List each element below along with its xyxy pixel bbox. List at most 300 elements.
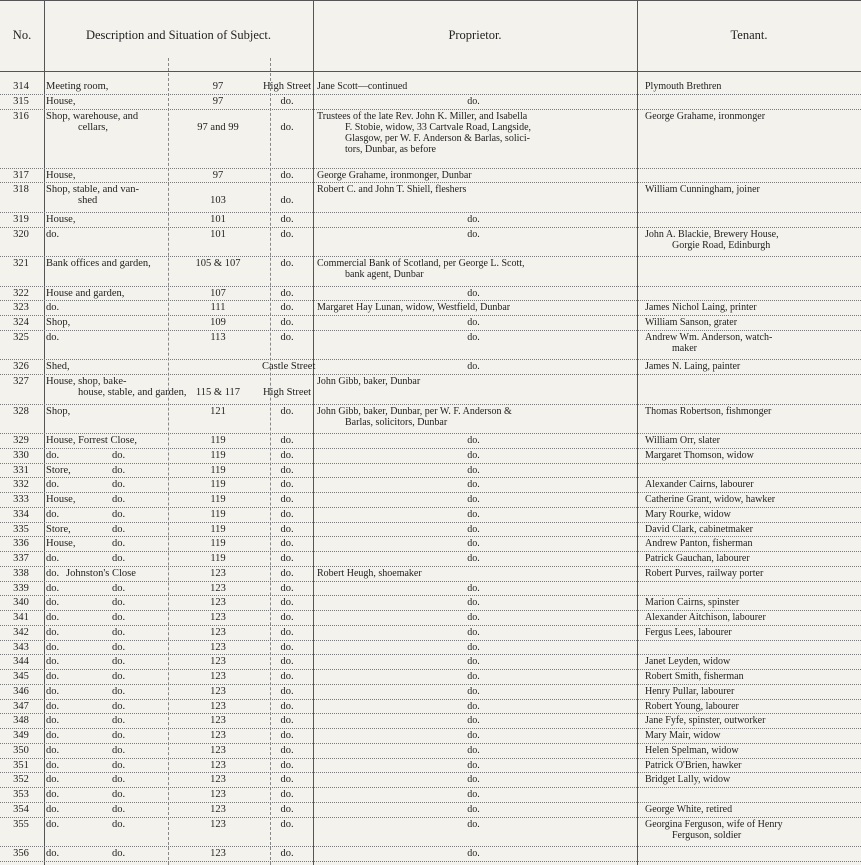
entry-description-close: do. (112, 818, 126, 830)
entry-street: do. (280, 302, 294, 314)
entry-proprietor: Robert C. and John T. Shiell, fleshers (317, 184, 467, 196)
entry-description: Meeting room, (46, 81, 109, 92)
table-row (0, 773, 861, 788)
entry-street-number: 97 (212, 95, 224, 107)
entry-street: High Street (262, 81, 312, 92)
entry-proprietor-cont: Barlas, solicitors, Dunbar (345, 416, 448, 428)
entry-street-number: 103 (210, 195, 226, 207)
entry-number: 333 (13, 494, 29, 506)
table-row (0, 331, 861, 361)
entry-proprietor: do. (467, 287, 480, 299)
entry-description: House, (46, 494, 76, 506)
entry-proprietor: do. (467, 671, 480, 683)
entry-description: House, (46, 169, 76, 181)
table-row (0, 287, 861, 302)
entry-tenant: Margaret Thomson, widow (645, 449, 754, 461)
table-row (0, 537, 861, 552)
entry-street-number: 119 (210, 479, 226, 491)
entry-description-close: do. (112, 700, 126, 712)
entry-street: do. (280, 685, 294, 697)
entry-description-close: do. (112, 803, 126, 815)
entry-proprietor-cont: bank agent, Dunbar (345, 269, 424, 281)
entry-street: do. (280, 317, 294, 329)
entry-number: 355 (13, 818, 29, 830)
entry-tenant: Marion Cairns, spinster (645, 597, 740, 609)
entry-tenant: George White, retired (645, 803, 733, 815)
entry-description-close: do. (112, 494, 126, 506)
entry-street-number: 123 (210, 641, 226, 653)
entry-description: House, (46, 213, 76, 225)
entry-description: do. (46, 774, 60, 786)
entry-proprietor: do. (467, 228, 480, 240)
entry-street: do. (280, 95, 294, 107)
entry-proprietor: do. (467, 685, 480, 697)
entry-description: House, shop, bake- (46, 376, 127, 388)
entry-tenant: Robert Smith, fisherman (645, 671, 744, 683)
entry-number: 354 (13, 803, 29, 815)
entry-street: do. (280, 612, 294, 624)
entry-number: 352 (13, 774, 29, 786)
entry-proprietor: do. (467, 494, 480, 506)
entry-number: 353 (13, 789, 29, 801)
entry-proprietor: Margaret Hay Lunan, widow, Westfield, Dunbar (317, 302, 511, 314)
entry-description: do. (46, 582, 60, 594)
entry-tenant: Henry Pullar, labourer (645, 685, 735, 697)
header-description: Description and Situation of Subject. (85, 28, 272, 42)
entry-number: 328 (13, 405, 29, 417)
entry-description: do. (46, 715, 60, 727)
table-row (0, 464, 861, 479)
table-row (0, 434, 861, 449)
entry-description: do. (46, 641, 60, 653)
entry-description: House, (46, 95, 76, 107)
entry-street-number: 105 & 107 (195, 258, 241, 270)
entry-description: do. (46, 626, 60, 638)
entry-proprietor: do. (467, 523, 480, 535)
entry-proprietor: do. (467, 626, 480, 638)
entry-number: 317 (13, 169, 29, 181)
table-row (0, 80, 861, 95)
entry-proprietor: do. (467, 479, 480, 491)
entry-proprietor: George Grahame, ironmonger, Dunbar (317, 169, 472, 181)
entry-street: do. (280, 121, 294, 133)
entry-street-number: 97 (212, 169, 224, 181)
entry-description: do. (46, 803, 60, 815)
entry-street-number: 119 (210, 508, 226, 520)
entry-street: do. (280, 405, 294, 417)
entry-street-number: 123 (210, 700, 226, 712)
entry-street: do. (280, 479, 294, 491)
entry-street: do. (280, 287, 294, 299)
table-row (0, 213, 861, 228)
entry-street-number: 123 (210, 715, 226, 727)
entry-tenant: Georgina Ferguson, wife of Henry (645, 818, 783, 830)
entry-tenant: George Grahame, ironmonger (645, 110, 766, 122)
entry-proprietor: do. (467, 612, 480, 624)
entry-street: do. (280, 730, 294, 742)
table-row (0, 670, 861, 685)
entry-description-close: do. (112, 641, 126, 653)
entry-street: do. (280, 449, 294, 461)
entry-street-number: 119 (210, 553, 226, 565)
entry-number: 335 (13, 523, 29, 535)
entry-description: Bank offices and garden, (46, 258, 151, 270)
entry-number: 325 (13, 331, 29, 343)
entry-description: Shop, warehouse, and (46, 110, 139, 122)
entry-street-number: 123 (210, 671, 226, 683)
entry-tenant: Robert Young, labourer (645, 700, 739, 712)
entry-number: 340 (13, 597, 29, 609)
entry-description: do. (46, 730, 60, 742)
entry-description: do. (46, 700, 60, 712)
table-row (0, 183, 861, 213)
entry-tenant: Helen Spelman, widow (645, 744, 739, 756)
table-row (0, 567, 861, 582)
table-row (0, 700, 861, 715)
entry-description: do. (46, 449, 60, 461)
entry-proprietor: do. (467, 361, 480, 373)
table-row (0, 375, 861, 405)
table-row (0, 228, 861, 258)
entry-street-number: 123 (210, 789, 226, 801)
entry-street-number: 123 (210, 759, 226, 771)
entry-proprietor: John Gibb, baker, Dunbar, per W. F. Anderson & (317, 405, 512, 417)
entry-description: do. (46, 612, 60, 624)
entry-description-close: do. (112, 848, 126, 860)
entry-number: 351 (13, 759, 29, 771)
entry-number: 334 (13, 508, 29, 520)
entry-tenant: Mary Mair, widow (645, 730, 721, 742)
entry-description-close: do. (112, 479, 126, 491)
entry-description-close: do. (112, 789, 126, 801)
entry-street-number: 123 (210, 744, 226, 756)
table-row (0, 582, 861, 597)
entry-street: do. (280, 715, 294, 727)
entry-proprietor: do. (467, 464, 480, 476)
entry-tenant: Bridget Lally, widow (645, 774, 731, 786)
entry-tenant: Jane Fyfe, spinster, outworker (645, 715, 766, 727)
table-row (0, 508, 861, 523)
entry-proprietor: Commercial Bank of Scotland, per George L. Scott, (317, 258, 525, 270)
entry-street-number: 123 (210, 685, 226, 697)
entry-street: do. (280, 656, 294, 668)
entry-proprietor: do. (467, 789, 480, 801)
entry-proprietor: do. (467, 95, 480, 107)
entry-street: do. (280, 228, 294, 240)
entry-proprietor: do. (467, 744, 480, 756)
entry-number: 336 (13, 538, 29, 550)
entry-description: Shop, (46, 405, 71, 417)
entry-description-close: do. (112, 553, 126, 565)
entry-description: do. (46, 479, 60, 491)
header-tenant: Tenant. (730, 28, 768, 42)
entry-proprietor-cont: tors, Dunbar, as before (345, 143, 436, 155)
entry-street-number: 101 (210, 228, 226, 240)
entry-tenant: Andrew Wm. Anderson, watch- (645, 331, 773, 343)
entry-street: High Street (262, 387, 312, 399)
entry-street: do. (280, 700, 294, 712)
entry-number: 337 (13, 553, 29, 565)
entry-description: Shop, (46, 317, 71, 329)
entry-proprietor: do. (467, 508, 480, 520)
table-row (0, 257, 861, 287)
entry-street: do. (280, 744, 294, 756)
entry-tenant: James N. Laing, painter (645, 361, 741, 373)
entry-number: 346 (13, 685, 29, 697)
entry-street-number: 119 (210, 538, 226, 550)
entry-description: do. (46, 567, 60, 579)
table-row (0, 95, 861, 110)
entry-street: do. (280, 774, 294, 786)
entry-description-cont: shed (78, 195, 98, 207)
entry-number: 347 (13, 700, 29, 712)
entry-proprietor: do. (467, 730, 480, 742)
entry-description-cont: house, stable, and garden, (78, 387, 187, 399)
entry-street: do. (280, 671, 294, 683)
entry-street-number: 97 (212, 81, 224, 92)
entry-tenant: Mary Rourke, widow (645, 508, 731, 520)
entry-street: do. (280, 538, 294, 550)
entry-number: 330 (13, 449, 29, 461)
table-row (0, 655, 861, 670)
entry-street: do. (280, 848, 294, 860)
entry-proprietor: do. (467, 317, 480, 329)
entry-tenant: William Sanson, grater (645, 317, 738, 329)
entry-street: do. (280, 567, 294, 579)
table-row (0, 641, 861, 656)
entry-street: do. (280, 523, 294, 535)
entry-proprietor: do. (467, 538, 480, 550)
entry-description-close: do. (112, 582, 126, 594)
entry-description-close: do. (112, 612, 126, 624)
entry-proprietor: do. (467, 818, 480, 830)
entry-street: do. (280, 626, 294, 638)
entry-street-number: 109 (210, 317, 226, 329)
entry-number: 327 (13, 376, 29, 388)
entry-proprietor: do. (467, 553, 480, 565)
entry-street: do. (280, 641, 294, 653)
entry-number: 326 (13, 361, 29, 373)
entry-street-number: 123 (210, 730, 226, 742)
header-bottom-rule (0, 71, 861, 72)
entry-street-number: 123 (210, 803, 226, 815)
entry-description: do. (46, 302, 60, 314)
entry-proprietor: do. (467, 656, 480, 668)
entry-description-close: do. (112, 597, 126, 609)
table-row (0, 169, 861, 184)
entry-tenant: Alexander Aitchison, labourer (645, 612, 766, 624)
entry-number: 343 (13, 641, 29, 653)
entry-description: House, (46, 538, 76, 550)
header-no: No. (12, 28, 32, 42)
entry-street: do. (280, 553, 294, 565)
entry-description: do. (46, 848, 60, 860)
table-row (0, 449, 861, 464)
entry-tenant: Andrew Panton, fisherman (645, 538, 753, 550)
entry-street: do. (280, 494, 294, 506)
entry-street: do. (280, 435, 294, 447)
entry-number: 345 (13, 671, 29, 683)
entry-street-number: 123 (210, 582, 226, 594)
entry-street-number: 123 (210, 656, 226, 668)
entry-street: do. (280, 195, 294, 207)
entry-description-close: do. (112, 656, 126, 668)
entry-number: 323 (13, 302, 29, 314)
table-row (0, 847, 861, 862)
entry-street-number: 123 (210, 612, 226, 624)
entry-description: do. (46, 656, 60, 668)
entry-street: do. (280, 331, 294, 343)
entry-tenant: William Orr, slater (645, 435, 721, 447)
entry-description: do. (46, 685, 60, 697)
entry-number: 341 (13, 612, 29, 624)
entry-number: 344 (13, 656, 29, 668)
entry-street: do. (280, 597, 294, 609)
entry-description-close: do. (112, 774, 126, 786)
entry-description: do. (46, 597, 60, 609)
table-row (0, 803, 861, 818)
entry-description: House, Forrest Close, (46, 435, 137, 447)
entry-street: do. (280, 789, 294, 801)
entry-street-number: 123 (210, 774, 226, 786)
table-row (0, 818, 861, 848)
entry-proprietor: do. (467, 641, 480, 653)
entry-street: do. (280, 803, 294, 815)
entry-description-close: do. (112, 744, 126, 756)
entry-description: do. (46, 789, 60, 801)
entry-proprietor: do. (467, 803, 480, 815)
entry-street-number: 115 & 117 (195, 387, 241, 399)
entry-proprietor: do. (467, 213, 480, 225)
entry-proprietor: Trustees of the late Rev. John K. Miller, and Isabella (317, 110, 528, 122)
entry-tenant: William Cunningham, joiner (645, 184, 760, 196)
table-row (0, 788, 861, 803)
entry-number: 331 (13, 464, 29, 476)
entry-street: do. (280, 258, 294, 270)
entry-tenant: Patrick O'Brien, hawker (645, 759, 742, 771)
entry-number: 324 (13, 317, 29, 329)
table-row (0, 478, 861, 493)
entry-proprietor: do. (467, 759, 480, 771)
entry-number: 350 (13, 744, 29, 756)
entry-proprietor: do. (467, 715, 480, 727)
entry-tenant-cont: maker (672, 342, 697, 354)
entry-description-close: do. (112, 671, 126, 683)
table-row (0, 685, 861, 700)
entry-proprietor: do. (467, 582, 480, 594)
entry-description: do. (46, 759, 60, 771)
entry-proprietor: do. (467, 435, 480, 447)
entry-description-close: do. (112, 626, 126, 638)
entry-street-number: 119 (210, 464, 226, 476)
entry-number: 349 (13, 730, 29, 742)
entry-description: do. (46, 671, 60, 683)
entry-number: 320 (13, 228, 29, 240)
table-row (0, 523, 861, 538)
table-row (0, 316, 861, 331)
table-row (0, 301, 861, 316)
entry-description: do. (46, 744, 60, 756)
entry-street-number: 101 (210, 213, 226, 225)
entry-tenant: David Clark, cabinetmaker (645, 523, 754, 535)
entry-street-number: 123 (210, 626, 226, 638)
table-row (0, 759, 861, 774)
table-row (0, 360, 861, 375)
table-row (0, 596, 861, 611)
entry-proprietor: do. (467, 331, 480, 343)
entry-description: do. (46, 331, 60, 343)
entry-description-close: Johnston's Close (66, 567, 136, 579)
entry-number: 332 (13, 479, 29, 491)
entry-description-close: do. (112, 759, 126, 771)
entry-proprietor: do. (467, 774, 480, 786)
entry-number: 318 (13, 184, 29, 196)
entry-number: 315 (13, 95, 29, 107)
entry-street: Castle Street (262, 361, 316, 373)
entry-street-number: 123 (210, 818, 226, 830)
entry-proprietor: Robert Heugh, shoemaker (317, 567, 422, 579)
entry-number: 356 (13, 848, 29, 860)
entry-proprietor: John Gibb, baker, Dunbar (317, 376, 421, 388)
entry-tenant: Robert Purves, railway porter (645, 567, 764, 579)
entry-description-close: do. (112, 715, 126, 727)
entry-tenant: Catherine Grant, widow, hawker (645, 494, 776, 506)
entry-proprietor-cont: F. Stobie, widow, 33 Cartvale Road, Langside, (345, 121, 532, 133)
entry-number: 329 (13, 435, 29, 447)
entry-proprietor: do. (467, 700, 480, 712)
entry-number: 322 (13, 287, 29, 299)
entry-description: Shop, stable, and van- (46, 184, 140, 196)
entry-description: Shed, (46, 361, 70, 373)
table-row (0, 744, 861, 759)
entry-tenant: Alexander Cairns, labourer (645, 479, 754, 491)
entry-description: do. (46, 553, 60, 565)
entry-street-number: 111 (210, 302, 226, 314)
entry-tenant: Janet Leyden, widow (645, 656, 731, 668)
entry-street-number: 123 (210, 848, 226, 860)
entry-street-number: 119 (210, 494, 226, 506)
entry-number: 338 (13, 567, 29, 579)
table-row (0, 405, 861, 435)
entry-description: do. (46, 818, 60, 830)
entry-description: Store, (46, 523, 71, 535)
entry-street: do. (280, 169, 294, 181)
entry-description: Store, (46, 464, 71, 476)
entry-street: do. (280, 213, 294, 225)
entry-proprietor: do. (467, 597, 480, 609)
table-row (0, 626, 861, 641)
entry-street-number: 113 (210, 331, 226, 343)
entry-number: 314 (13, 81, 29, 92)
entry-description-close: do. (112, 523, 126, 535)
entry-number: 348 (13, 715, 29, 727)
entry-tenant: James Nichol Laing, printer (645, 302, 757, 314)
entry-number: 339 (13, 582, 29, 594)
entry-street-number: 123 (210, 567, 226, 579)
table-row (0, 493, 861, 508)
entry-description-close: do. (112, 464, 126, 476)
entry-proprietor: do. (467, 449, 480, 461)
table-row (0, 611, 861, 626)
entry-street: do. (280, 582, 294, 594)
entry-street-number: 119 (210, 523, 226, 535)
entry-number: 321 (13, 258, 29, 270)
table-row (0, 552, 861, 567)
entry-number: 319 (13, 213, 29, 225)
entry-street-number: 121 (210, 405, 226, 417)
entry-street: do. (280, 759, 294, 771)
entry-tenant-cont: Ferguson, soldier (672, 829, 742, 841)
